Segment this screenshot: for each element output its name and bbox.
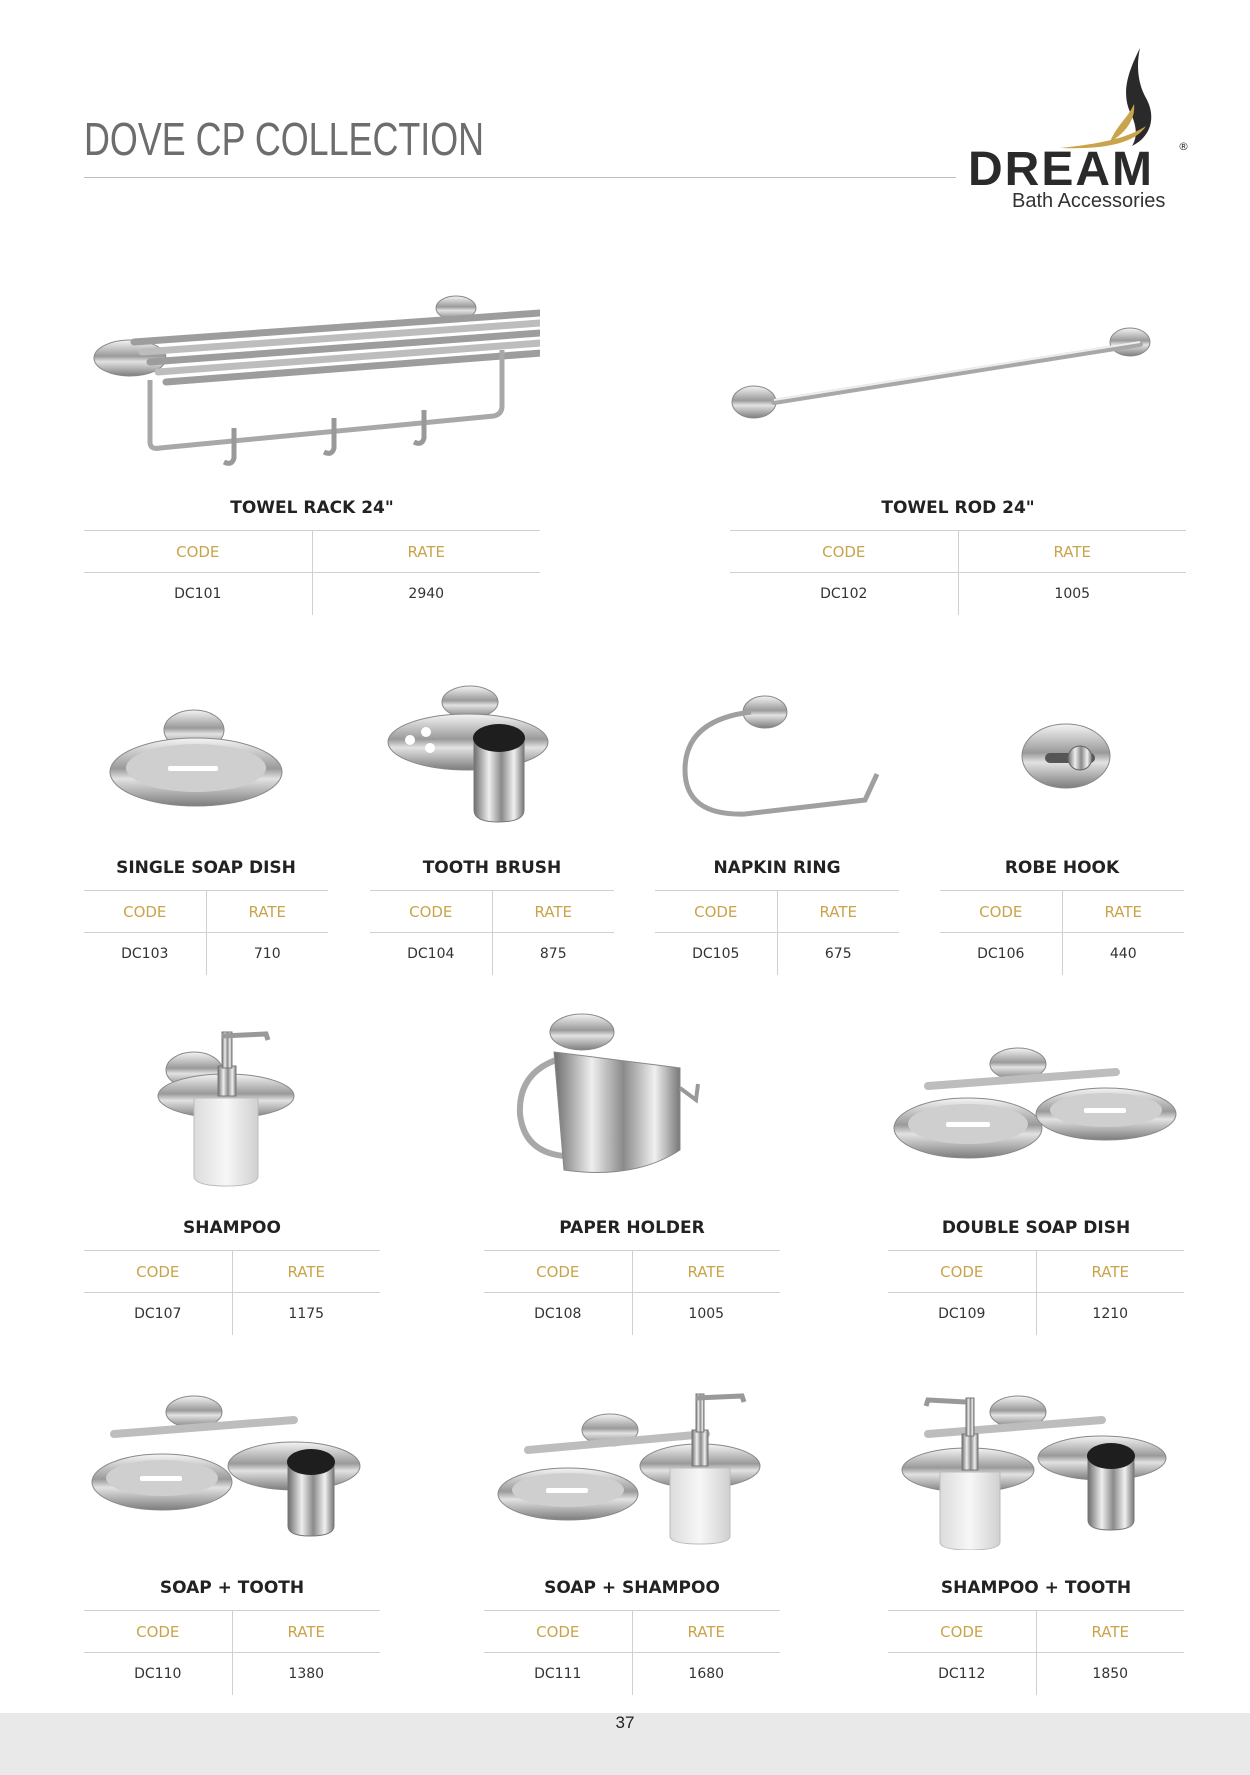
tooth-brush-holder-image bbox=[370, 680, 614, 830]
code-header: CODE bbox=[84, 891, 206, 933]
spec-value-row bbox=[484, 1293, 780, 1336]
double-soap-dish-image bbox=[888, 1010, 1184, 1190]
spec-table bbox=[730, 530, 1186, 615]
product-rate: 440 bbox=[1062, 933, 1184, 976]
brand-logo bbox=[960, 42, 1200, 217]
spec-value-row bbox=[370, 933, 614, 976]
soap-tooth-image bbox=[84, 1370, 380, 1550]
towel-rack-image bbox=[84, 290, 540, 470]
product-rate: 1005 bbox=[632, 1293, 780, 1336]
product-card bbox=[84, 290, 540, 616]
product-card bbox=[940, 680, 1184, 976]
napkin-ring-image bbox=[655, 680, 899, 820]
code-header: CODE bbox=[484, 1251, 632, 1293]
spec-header-row bbox=[888, 1611, 1184, 1653]
spec-value-row bbox=[84, 573, 540, 616]
product-code: DC110 bbox=[134, 1666, 182, 1682]
paper-holder-image bbox=[484, 1010, 780, 1190]
brand-tagline: Bath Accessories bbox=[1012, 190, 1166, 212]
product-rate: 1175 bbox=[232, 1293, 380, 1336]
product-rate: 675 bbox=[777, 933, 899, 976]
spec-table bbox=[655, 890, 899, 975]
code-header: CODE bbox=[730, 531, 958, 573]
product-name: NAPKIN RING bbox=[713, 858, 841, 878]
product-code: DC105 bbox=[692, 946, 740, 962]
product-code: DC103 bbox=[121, 946, 169, 962]
code-header: CODE bbox=[484, 1611, 632, 1653]
product-card bbox=[888, 1370, 1184, 1700]
product-card bbox=[484, 1010, 780, 1340]
flame-logo-icon bbox=[960, 42, 1200, 152]
product-name: ROBE HOOK bbox=[1004, 858, 1120, 878]
product-name: TOWEL ROD 24" bbox=[881, 498, 1035, 518]
spec-value-row bbox=[888, 1653, 1184, 1696]
rate-header: RATE bbox=[232, 1611, 380, 1653]
product-card bbox=[888, 1010, 1184, 1340]
spec-header-row bbox=[940, 891, 1184, 933]
spec-header-row bbox=[84, 531, 540, 573]
spec-value-row bbox=[84, 933, 328, 976]
rate-header: RATE bbox=[312, 531, 540, 573]
title-divider bbox=[84, 177, 956, 178]
spec-table bbox=[484, 1250, 780, 1335]
product-card bbox=[84, 1010, 380, 1340]
code-header: CODE bbox=[888, 1611, 1036, 1653]
product-name: SOAP + TOOTH bbox=[159, 1578, 305, 1598]
code-header: CODE bbox=[370, 891, 492, 933]
code-header: CODE bbox=[84, 531, 312, 573]
rate-header: RATE bbox=[232, 1251, 380, 1293]
code-header: CODE bbox=[84, 1611, 232, 1653]
product-rate: 710 bbox=[206, 933, 328, 976]
spec-value-row bbox=[484, 1653, 780, 1696]
registered-mark: ® bbox=[1178, 140, 1189, 153]
product-code: DC104 bbox=[407, 946, 455, 962]
product-name: DOUBLE SOAP DISH bbox=[941, 1218, 1131, 1238]
spec-header-row bbox=[484, 1251, 780, 1293]
spec-table bbox=[84, 1610, 380, 1695]
rate-header: RATE bbox=[1062, 891, 1184, 933]
spec-header-row bbox=[484, 1611, 780, 1653]
spec-table bbox=[84, 890, 328, 975]
towel-rod-image bbox=[730, 290, 1186, 470]
product-code: DC102 bbox=[820, 586, 868, 602]
product-rate: 1850 bbox=[1036, 1653, 1184, 1696]
product-name: SHAMPOO bbox=[183, 1218, 281, 1238]
product-rate: 2940 bbox=[312, 573, 540, 616]
product-card bbox=[655, 680, 899, 976]
rate-header: RATE bbox=[1036, 1251, 1184, 1293]
spec-table bbox=[484, 1610, 780, 1695]
brand-name: DREAM bbox=[968, 143, 1154, 196]
rate-header: RATE bbox=[1036, 1611, 1184, 1653]
product-card bbox=[484, 1370, 780, 1700]
product-name: TOOTH BRUSH bbox=[422, 858, 562, 878]
shampoo-tooth-image bbox=[888, 1370, 1184, 1550]
code-header: CODE bbox=[940, 891, 1062, 933]
shampoo-dispenser-image bbox=[84, 1010, 380, 1190]
spec-table bbox=[84, 530, 540, 615]
rate-header: RATE bbox=[777, 891, 899, 933]
product-code: DC112 bbox=[938, 1666, 986, 1682]
product-rate: 1680 bbox=[632, 1653, 780, 1696]
spec-header-row bbox=[730, 531, 1186, 573]
product-name: SINGLE SOAP DISH bbox=[116, 858, 296, 878]
code-header: CODE bbox=[655, 891, 777, 933]
spec-value-row bbox=[940, 933, 1184, 976]
rate-header: RATE bbox=[632, 1251, 780, 1293]
product-rate: 1380 bbox=[232, 1653, 380, 1696]
product-rate: 875 bbox=[492, 933, 614, 976]
soap-shampoo-image bbox=[484, 1370, 780, 1550]
spec-value-row bbox=[730, 573, 1186, 616]
spec-header-row bbox=[84, 1611, 380, 1653]
page-title: DOVE CP COLLECTION bbox=[84, 113, 485, 165]
product-code: DC101 bbox=[174, 586, 222, 602]
product-code: DC106 bbox=[977, 946, 1025, 962]
product-name: PAPER HOLDER bbox=[559, 1218, 705, 1238]
spec-header-row bbox=[655, 891, 899, 933]
product-rate: 1210 bbox=[1036, 1293, 1184, 1336]
robe-hook-image bbox=[940, 680, 1184, 820]
rate-header: RATE bbox=[206, 891, 328, 933]
code-header: CODE bbox=[888, 1251, 1036, 1293]
product-name: TOWEL RACK 24" bbox=[230, 498, 394, 518]
spec-table bbox=[84, 1250, 380, 1335]
spec-header-row bbox=[84, 1251, 380, 1293]
spec-header-row bbox=[84, 891, 328, 933]
product-card bbox=[84, 1370, 380, 1700]
product-card bbox=[730, 290, 1186, 616]
page-number: 37 bbox=[615, 1713, 635, 1732]
single-soap-dish-image bbox=[84, 680, 328, 820]
spec-value-row bbox=[84, 1293, 380, 1336]
spec-table bbox=[888, 1250, 1184, 1335]
product-rate: 1005 bbox=[958, 573, 1186, 616]
spec-header-row bbox=[370, 891, 614, 933]
spec-value-row bbox=[84, 1653, 380, 1696]
rate-header: RATE bbox=[492, 891, 614, 933]
spec-header-row bbox=[888, 1251, 1184, 1293]
rate-header: RATE bbox=[632, 1611, 780, 1653]
spec-table bbox=[888, 1610, 1184, 1695]
product-code: DC109 bbox=[938, 1306, 986, 1322]
spec-value-row bbox=[655, 933, 899, 976]
rate-header: RATE bbox=[958, 531, 1186, 573]
code-header: CODE bbox=[84, 1251, 232, 1293]
spec-table bbox=[370, 890, 614, 975]
product-card bbox=[84, 680, 328, 976]
product-code: DC108 bbox=[534, 1306, 582, 1322]
product-card bbox=[370, 680, 614, 976]
product-code: DC107 bbox=[134, 1306, 182, 1322]
product-name: SHAMPOO + TOOTH bbox=[940, 1578, 1132, 1598]
product-code: DC111 bbox=[534, 1666, 582, 1682]
product-name: SOAP + SHAMPOO bbox=[544, 1578, 720, 1598]
spec-table bbox=[940, 890, 1184, 975]
spec-value-row bbox=[888, 1293, 1184, 1336]
